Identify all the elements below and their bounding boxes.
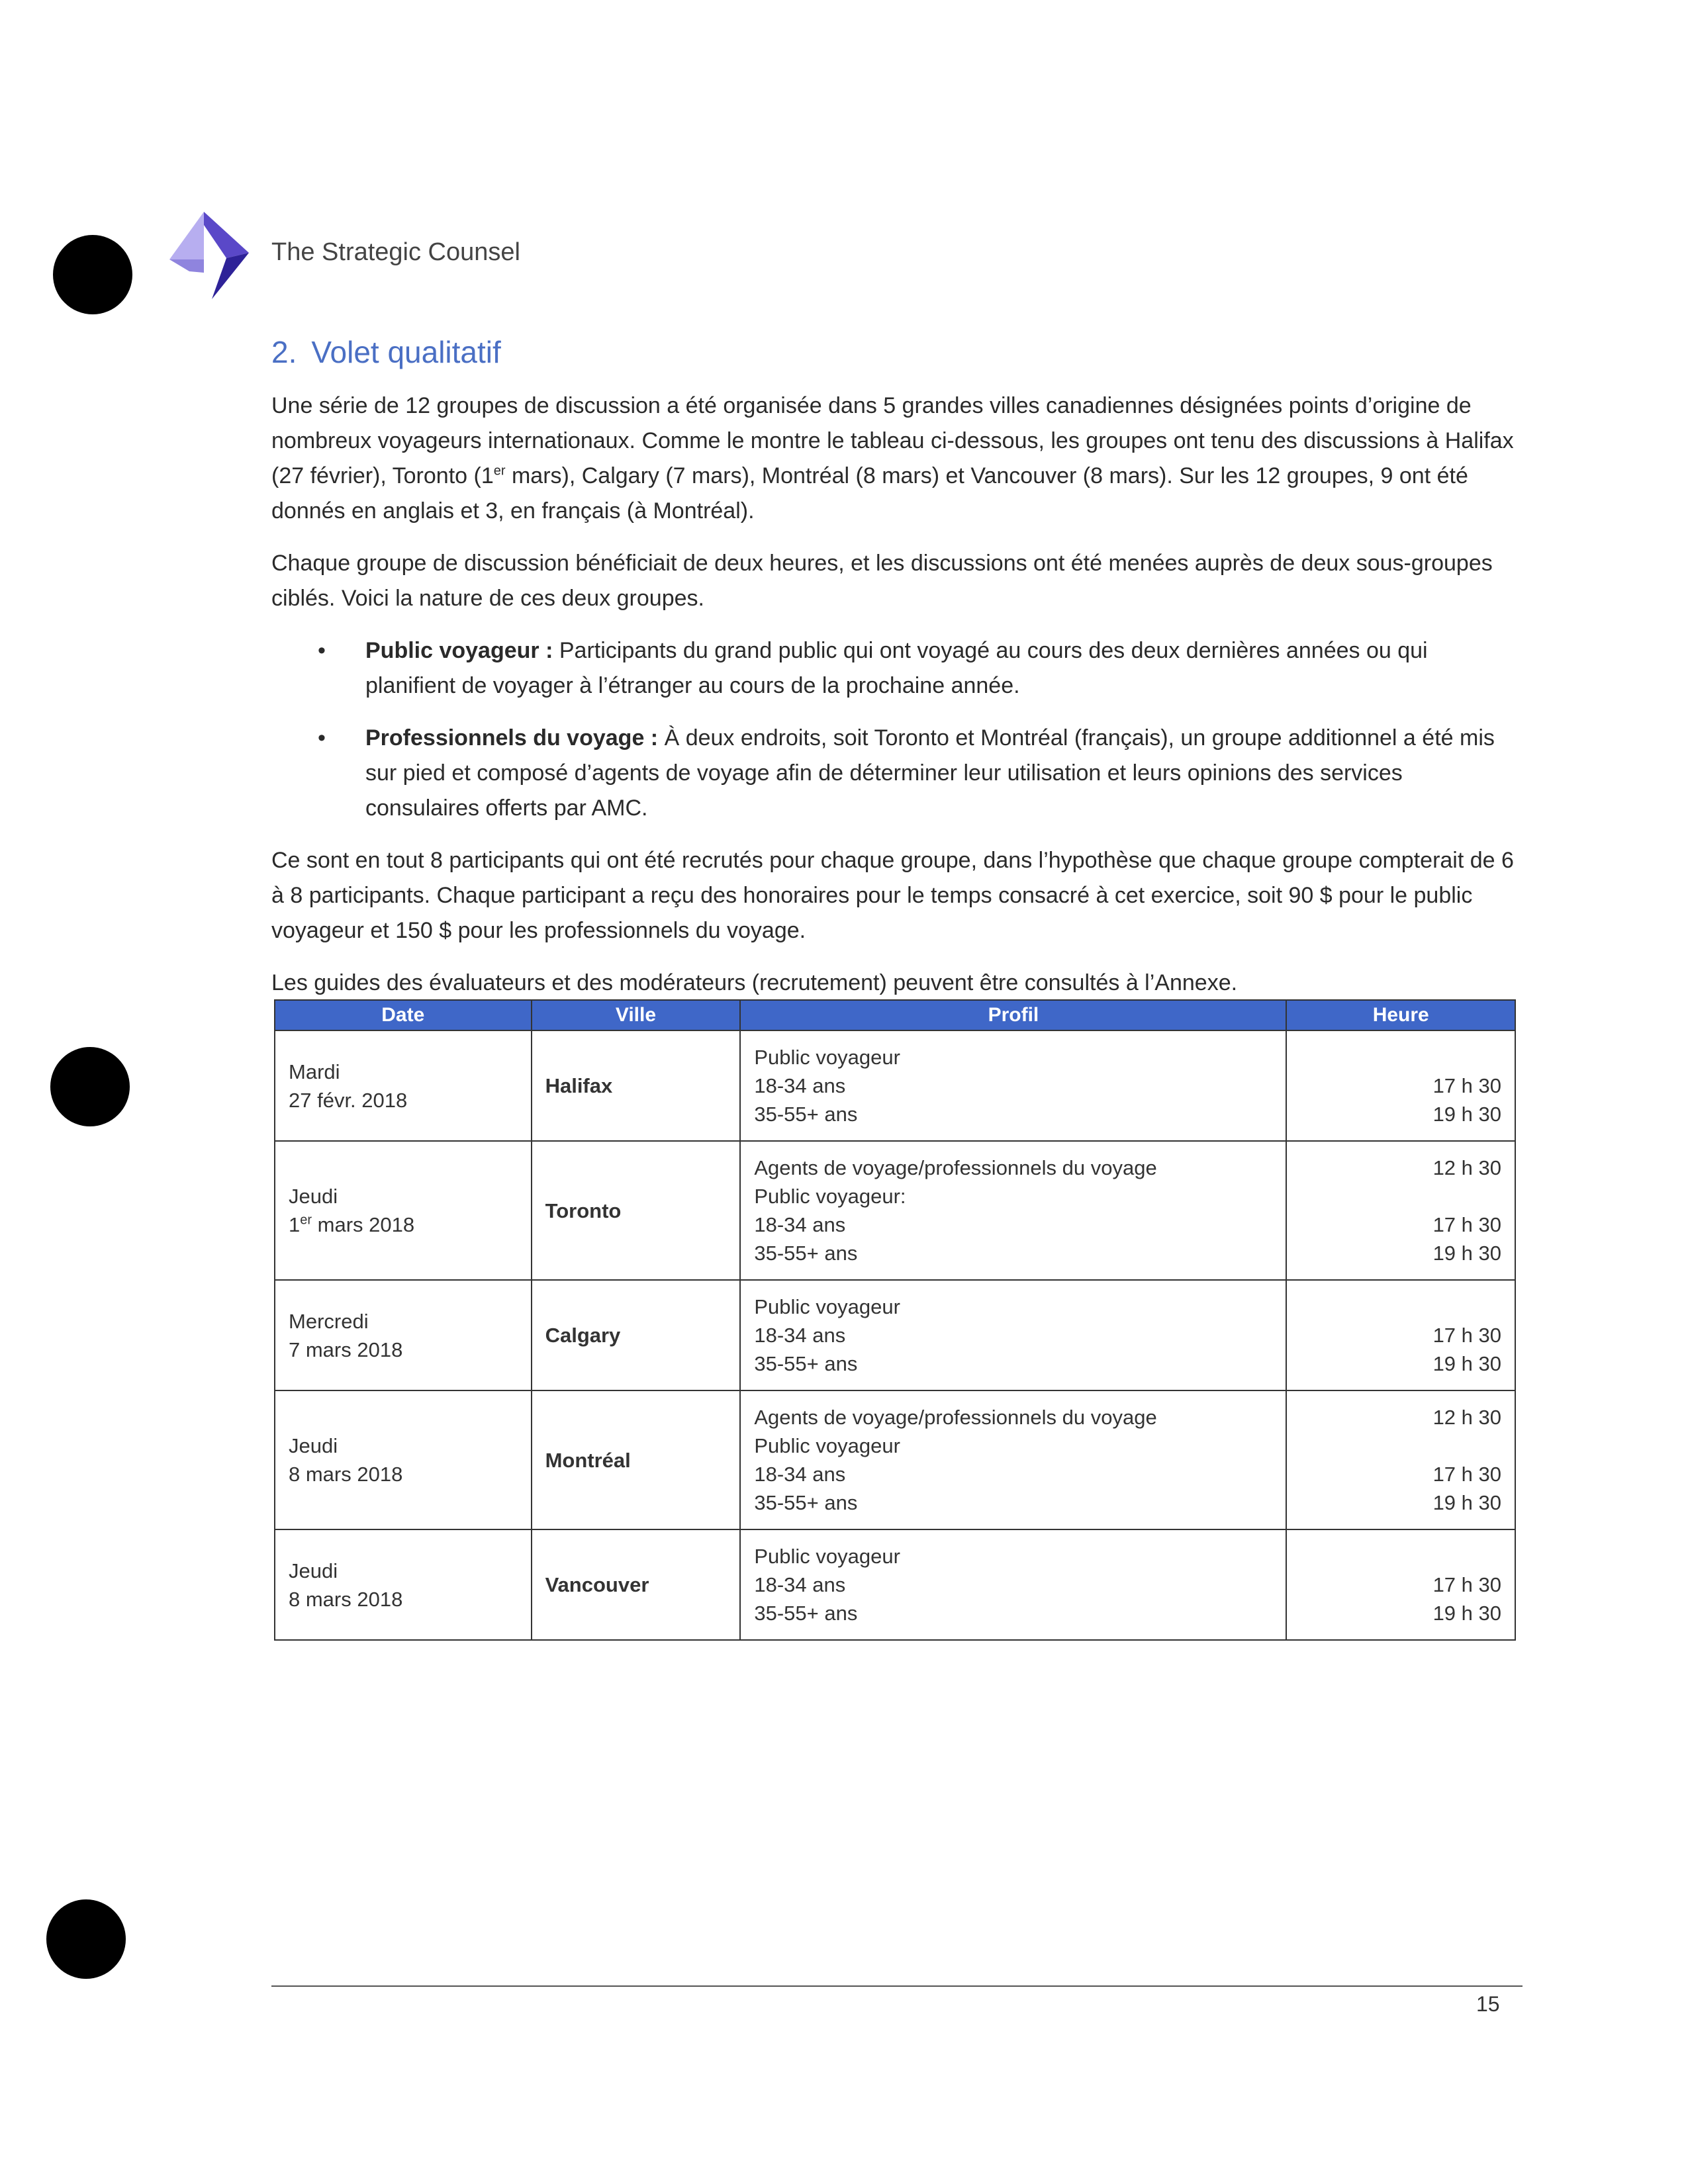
date-cell [275, 1390, 532, 1529]
schedule-table [274, 999, 1516, 1641]
city-cell: Halifax [532, 1030, 741, 1141]
day: Jeudi [289, 1185, 338, 1208]
profile-line: 35-55+ ans [754, 1602, 858, 1625]
time-line: 19 h 30 [1432, 1491, 1501, 1514]
time-line: 19 h 30 [1432, 1352, 1501, 1375]
time-cell [1286, 1280, 1515, 1390]
time-line: 17 h 30 [1432, 1463, 1501, 1486]
header-city: Ville [532, 1000, 741, 1030]
paragraph-participants: Ce sont en tout 8 participants qui ont été recrutés pour chaque groupe, dans l’hypothèse que chaque groupe compterait de 6 à 8 participants. Chaque participant a reçu des honoraires pour le temps consacré à cet exercice, soit 90 $ pour le public voyageur et 150 $ pour les professionnels du voyage. [271, 848, 1514, 943]
date: 8 mars 2018 [289, 1587, 403, 1611]
time-cell [1286, 1030, 1515, 1141]
profile-line: Public voyageur [754, 1434, 900, 1457]
table-row [275, 1280, 1515, 1390]
bullet-list [271, 633, 1516, 826]
profile-line: Public voyageur [754, 1295, 900, 1318]
time-line: 17 h 30 [1432, 1074, 1501, 1097]
profile-cell [740, 1141, 1286, 1280]
city-cell: Montréal [532, 1390, 741, 1529]
date: 27 févr. 2018 [289, 1088, 408, 1112]
table-row [275, 1390, 1515, 1529]
superscript-er: er [493, 463, 506, 478]
time-line: 17 h 30 [1432, 1573, 1501, 1596]
date: 1er mars 2018 [289, 1212, 415, 1236]
paragraph-groups: Chaque groupe de discussion bénéficiait de deux heures, et les discussions ont été menées auprès de deux sous-groupes ciblés. Voici la nature de ces deux groupes. [271, 551, 1493, 611]
date-cell [275, 1030, 532, 1141]
profile-line: Public voyageur [754, 1046, 900, 1069]
date: 8 mars 2018 [289, 1463, 403, 1486]
bullet-text: Participants du grand public qui ont voyagé au cours des deux dernières années ou qui planifient de voyager à l’étranger au cours de la prochaine année. [365, 638, 1428, 698]
table-header-row [275, 1000, 1515, 1030]
profile-line: 35-55+ ans [754, 1103, 858, 1126]
page-number: 15 [1476, 1992, 1500, 2016]
profile-line: 18-34 ans [754, 1324, 846, 1347]
binder-hole-bottom [46, 1899, 126, 1979]
time-line [1300, 1182, 1501, 1210]
time-line [1300, 1043, 1501, 1071]
day: Jeudi [289, 1559, 338, 1582]
city-cell: Toronto [532, 1141, 741, 1280]
footer-rule [271, 1985, 1523, 1987]
profile-line: 18-34 ans [754, 1463, 846, 1486]
time-line: 17 h 30 [1432, 1213, 1501, 1236]
time-line [1300, 1293, 1501, 1321]
time-cell [1286, 1390, 1515, 1529]
date-cell [275, 1280, 532, 1390]
section-title [271, 334, 1516, 370]
profile-cell [740, 1280, 1286, 1390]
bullet-item-public [271, 633, 1516, 704]
profile-cell [740, 1529, 1286, 1640]
time-cell [1286, 1141, 1515, 1280]
paragraph-intro [271, 388, 1516, 529]
date-cell [275, 1141, 532, 1280]
time-line [1300, 1542, 1501, 1570]
time-line: 17 h 30 [1432, 1324, 1501, 1347]
binder-hole-top [53, 235, 132, 314]
binder-hole-middle [50, 1047, 130, 1126]
profile-line: 35-55+ ans [754, 1491, 858, 1514]
paragraph-intro-part1: Une série de 12 groupes de discussion a été organisée dans 5 grandes villes canadiennes désignées points d’origine de nombreux voyageurs internationaux. Comme le montre le tableau ci-dessous, les groupes ont tenu des discussions à Halifax (27 février), Toronto (1 [271, 393, 1514, 488]
date: 7 mars 2018 [289, 1338, 403, 1361]
profile-line: Agents de voyage/professionnels du voyage [754, 1406, 1157, 1429]
city-cell: Calgary [532, 1280, 741, 1390]
time-cell [1286, 1529, 1515, 1640]
profile-cell [740, 1390, 1286, 1529]
header-profile: Profil [740, 1000, 1286, 1030]
date-cell [275, 1529, 532, 1640]
table-row [275, 1529, 1515, 1640]
profile-cell [740, 1030, 1286, 1141]
day: Mercredi [289, 1309, 369, 1333]
header-time: Heure [1286, 1000, 1515, 1030]
time-line: 12 h 30 [1432, 1406, 1501, 1429]
paragraph-guides: Les guides des évaluateurs et des modérateurs (recrutement) peuvent être consultés à l’Annexe. [271, 970, 1238, 995]
bullet-term: Professionnels du voyage : [365, 725, 659, 751]
bullet-marker: • [318, 725, 326, 751]
bullet-marker: • [318, 638, 326, 663]
city-cell: Vancouver [532, 1529, 741, 1640]
section-number: 2. [271, 335, 297, 369]
strategic-counsel-logo-icon [163, 212, 256, 304]
profile-line: Agents de voyage/professionnels du voyage [754, 1156, 1157, 1179]
page-content [271, 334, 1516, 1018]
profile-line: 18-34 ans [754, 1213, 846, 1236]
table-row [275, 1141, 1515, 1280]
profile-line: 35-55+ ans [754, 1242, 858, 1265]
profile-line: 18-34 ans [754, 1573, 846, 1596]
org-name: The Strategic Counsel [271, 238, 520, 266]
day: Mardi [289, 1060, 340, 1083]
bullet-term: Public voyageur : [365, 638, 553, 663]
time-line: 19 h 30 [1432, 1103, 1501, 1126]
paragraph-intro-part2: mars), Calgary (7 mars), Montréal (8 mars) et Vancouver (8 mars). Sur les 12 groupes, 9 ont été donnés en anglais et 3, en français (à Montréal). [271, 463, 1468, 523]
profile-line: 35-55+ ans [754, 1352, 858, 1375]
profile-line: Public voyageur: [754, 1185, 906, 1208]
profile-line: 18-34 ans [754, 1074, 846, 1097]
bullet-text: À deux endroits, soit Toronto et Montréal (français), un groupe additionnel a été mis sur pied et composé d’agents de voyage afin de déterminer leur utilisation et leurs opinions des services consulaires offerts par AMC. [365, 725, 1495, 821]
profile-line: Public voyageur [754, 1545, 900, 1568]
time-line: 19 h 30 [1432, 1602, 1501, 1625]
time-line: 19 h 30 [1432, 1242, 1501, 1265]
time-line [1300, 1432, 1501, 1460]
time-line: 12 h 30 [1432, 1156, 1501, 1179]
day: Jeudi [289, 1434, 338, 1457]
header-date: Date [275, 1000, 532, 1030]
table-row [275, 1030, 1515, 1141]
section-title-text: Volet qualitatif [311, 335, 501, 369]
bullet-item-professionals [271, 721, 1516, 826]
